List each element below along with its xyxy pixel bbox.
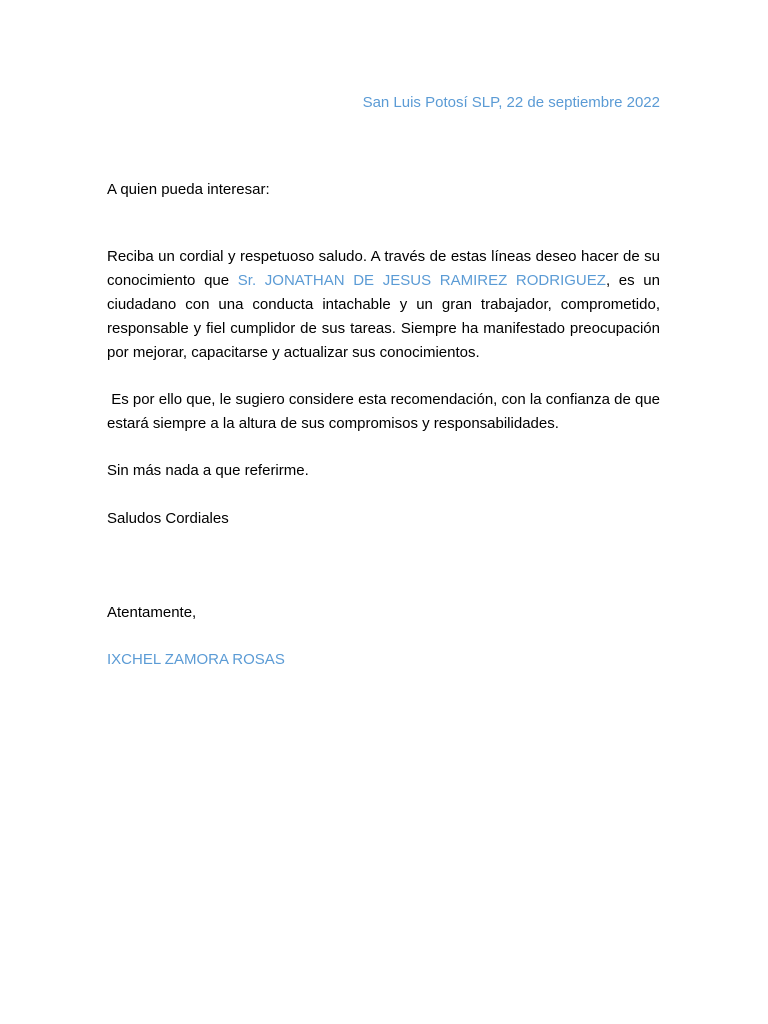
- letter-paragraph-2: Es por ello que, le sugiero considere esta recomendación, con la confianza de que estará siempre a la altura de sus compromisos y responsabilidades.: [107, 391, 665, 432]
- signer-name: IXCHEL ZAMORA ROSAS: [107, 651, 285, 668]
- letter-paragraph-1: [107, 245, 660, 365]
- recipient-name: Sr. JONATHAN DE JESUS RAMIREZ RODRIGUEZ: [237, 272, 606, 289]
- letter-signoff: Atentamente,: [107, 604, 197, 621]
- letter-date: San Luis Potosí SLP, 22 de septiembre 2022: [362, 94, 660, 111]
- letter-greeting: A quien pueda interesar:: [107, 181, 270, 198]
- paragraph-1-body: , es un ciudadano con una conducta intachable y un gran trabajador, comprometido, responsable y fiel cumplidor de sus tareas. Siempre ha manifestado preocupación por mejorar, capacitarse y actualizar sus conocimientos.: [107, 272, 660, 361]
- letter-closing-line: Sin más nada a que referirme.: [107, 462, 309, 479]
- letter-regards: Saludos Cordiales: [107, 510, 229, 527]
- paragraph-1-intro: Reciba un cordial y respetuoso saludo. A través de estas líneas deseo hacer de su conocimiento que: [107, 248, 660, 289]
